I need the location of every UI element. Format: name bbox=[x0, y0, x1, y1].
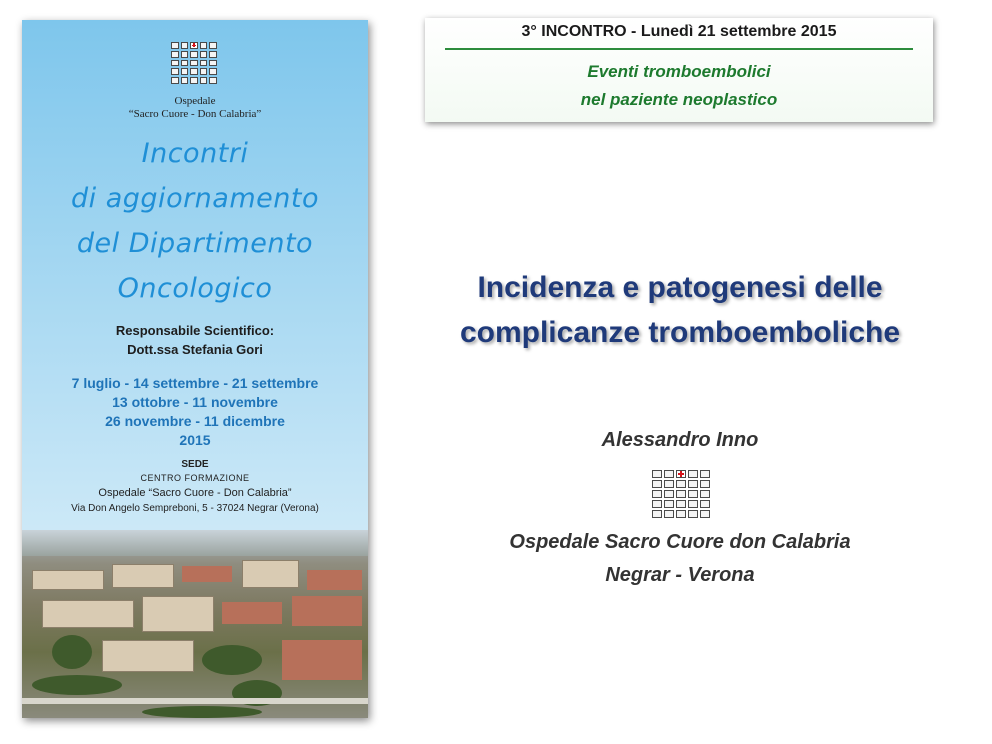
affiliation: Ospedale Sacro Cuore don Calabria bbox=[509, 531, 851, 553]
hospital-name: “Sacro Cuore - Don Calabria” bbox=[128, 108, 262, 120]
venue-label: SEDE bbox=[181, 459, 209, 470]
brochure-title-line: del Dipartimento bbox=[76, 228, 314, 259]
responsible-name: Dott.ssa Stefania Gori bbox=[127, 342, 263, 357]
dates-line: 13 ottobre - 11 novembre bbox=[112, 394, 278, 410]
presentation-title: complicanze tromboemboliche bbox=[459, 316, 901, 349]
header-divider bbox=[445, 48, 913, 50]
hospital-logo-icon bbox=[652, 470, 710, 518]
dates-line: 7 luglio - 14 settembre - 21 settembre bbox=[71, 375, 319, 391]
brochure-title-line: Oncologico bbox=[117, 273, 273, 304]
event-subtitle: nel paziente neoplastico bbox=[580, 90, 778, 109]
venue-address: Via Don Angelo Sempreboni, 5 - 37024 Negrar (Verona) bbox=[71, 503, 319, 514]
aerial-photo bbox=[22, 530, 368, 718]
brochure-cover bbox=[22, 20, 368, 718]
venue-center: CENTRO FORMAZIONE bbox=[140, 473, 250, 483]
event-header bbox=[425, 18, 933, 122]
event-title: 3° INCONTRO - Lunedì 21 settembre 2015 bbox=[521, 23, 837, 40]
author-name: Alessandro Inno bbox=[601, 429, 759, 451]
hospital-label: Ospedale bbox=[174, 95, 216, 107]
responsible-label: Responsabile Scientifico: bbox=[115, 323, 275, 338]
hospital-logo-icon bbox=[171, 42, 217, 84]
dates-year: 2015 bbox=[179, 432, 211, 448]
venue-hospital: Ospedale “Sacro Cuore - Don Calabria” bbox=[98, 487, 292, 499]
event-subtitle: Eventi tromboembolici bbox=[587, 62, 771, 81]
presentation-title: Incidenza e patogenesi delle bbox=[477, 271, 883, 304]
brochure-title-line: di aggiornamento bbox=[71, 183, 319, 214]
dates-line: 26 novembre - 11 dicembre bbox=[105, 413, 285, 429]
brochure-title-line: Incontri bbox=[141, 138, 249, 169]
affiliation-location: Negrar - Verona bbox=[605, 564, 755, 586]
